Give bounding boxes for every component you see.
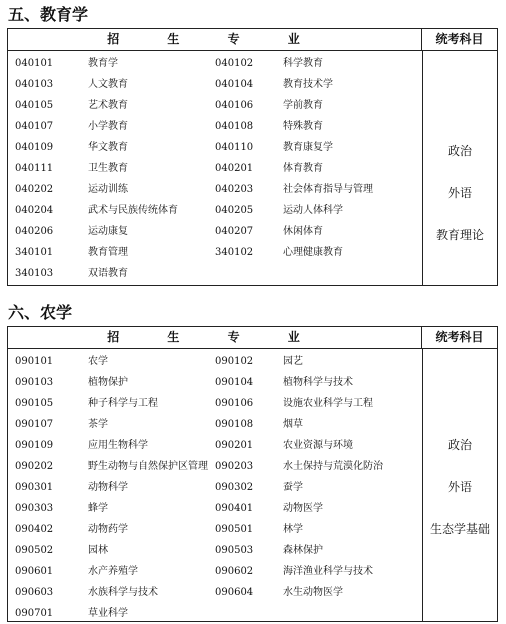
- table-row: [8, 582, 422, 603]
- major-name: 心理健康教育: [283, 247, 343, 258]
- exam-subjects: [423, 349, 497, 621]
- table-header: [8, 29, 497, 51]
- subject-education-theory: 教育理论: [435, 228, 484, 242]
- major-code: 090102: [215, 356, 254, 367]
- major-code: 090202: [15, 461, 54, 472]
- table-row: [8, 200, 422, 221]
- major-name: 茶学: [88, 419, 108, 430]
- table-row: [8, 540, 422, 561]
- major-code: 090104: [215, 377, 254, 388]
- major-code: 040111: [15, 163, 54, 174]
- table-row: [8, 561, 422, 582]
- major-code: 090103: [15, 377, 54, 388]
- table-row: [8, 372, 422, 393]
- major-name: 种子科学与工程: [88, 398, 158, 409]
- major-name: 应用生物科学: [88, 440, 148, 451]
- major-rows: [8, 53, 422, 284]
- major-name: 休闲体育: [283, 226, 323, 237]
- major-code: 090604: [215, 587, 254, 598]
- major-code: 040206: [15, 226, 54, 237]
- major-code: 040201: [215, 163, 254, 174]
- major-code: 340101: [15, 247, 54, 258]
- table-row: [8, 158, 422, 179]
- major-name: 水族科学与技术: [88, 587, 158, 598]
- major-code: 040104: [215, 79, 254, 90]
- major-name: 教育学: [88, 58, 118, 69]
- major-name: 设施农业科学与工程: [283, 398, 373, 409]
- table-row: [8, 74, 422, 95]
- major-code: 040204: [15, 205, 54, 216]
- major-code: 040108: [215, 121, 254, 132]
- major-code: 090503: [215, 545, 254, 556]
- major-code: 040106: [215, 100, 254, 111]
- major-code: 090502: [15, 545, 54, 556]
- major-name: 农学: [88, 356, 108, 367]
- major-name: 农业资源与环境: [283, 440, 353, 451]
- major-code: 090601: [15, 566, 54, 577]
- major-code: 090201: [215, 440, 254, 451]
- major-code: 040103: [15, 79, 54, 90]
- major-code: 040105: [15, 100, 54, 111]
- major-name: 动物药学: [88, 524, 128, 535]
- major-name: 林学: [283, 524, 303, 535]
- table-row: [8, 435, 422, 456]
- major-name: 教育技术学: [283, 79, 333, 90]
- major-name: 野生动物与自然保护区管理: [88, 461, 208, 472]
- major-name: 体育教育: [283, 163, 323, 174]
- exam-subjects: [423, 51, 497, 285]
- major-code: 040205: [215, 205, 254, 216]
- major-name: 水土保持与荒漠化防治: [283, 461, 383, 472]
- section-title: 五、教育学: [8, 5, 89, 24]
- table-row: [8, 603, 422, 624]
- major-name: 水生动物医学: [283, 587, 343, 598]
- major-code: 090603: [15, 587, 54, 598]
- table-row: [8, 221, 422, 242]
- major-code: 090107: [15, 419, 54, 430]
- major-code: 090501: [215, 524, 254, 535]
- subject-foreign-language: 外语: [447, 186, 472, 200]
- major-name: 运动康复: [88, 226, 128, 237]
- table-row: [8, 179, 422, 200]
- major-code: 090203: [215, 461, 254, 472]
- major-name: 动物科学: [88, 482, 128, 493]
- major-name: 海洋渔业科学与技术: [283, 566, 373, 577]
- major-name: 特殊教育: [283, 121, 323, 132]
- major-code: 090401: [215, 503, 254, 514]
- major-code: 090109: [15, 440, 54, 451]
- major-code: 040101: [15, 58, 54, 69]
- major-name: 植物科学与技术: [283, 377, 353, 388]
- major-name: 园林: [88, 545, 108, 556]
- major-name: 烟草: [283, 419, 303, 430]
- subject-foreign-language: 外语: [447, 480, 472, 494]
- major-name: 艺术教育: [88, 100, 128, 111]
- table-row: [8, 393, 422, 414]
- table-row: [8, 414, 422, 435]
- major-code: 090108: [215, 419, 254, 430]
- major-code: 040202: [15, 184, 54, 195]
- table-row: [8, 519, 422, 540]
- table-row: [8, 351, 422, 372]
- major-name: 蜂学: [88, 503, 108, 514]
- major-name: 园艺: [283, 356, 303, 367]
- major-name: 教育康复学: [283, 142, 333, 153]
- table-row: [8, 53, 422, 74]
- agriculture-table: [7, 326, 498, 622]
- major-name: 卫生教育: [88, 163, 128, 174]
- major-code: 340103: [15, 268, 54, 279]
- major-rows: [8, 351, 422, 624]
- major-code: 340102: [215, 247, 254, 258]
- major-name: 水产养殖学: [88, 566, 138, 577]
- major-code: 090402: [15, 524, 54, 535]
- major-name: 武术与民族传统体育: [88, 205, 178, 216]
- major-name: 人文教育: [88, 79, 128, 90]
- major-code: 040207: [215, 226, 254, 237]
- subject-politics: 政治: [447, 144, 472, 158]
- major-code: 040102: [215, 58, 254, 69]
- major-code: 090106: [215, 398, 254, 409]
- major-code: 090602: [215, 566, 254, 577]
- education-table: [7, 28, 498, 286]
- table-row: [8, 263, 422, 284]
- major-name: 蚕学: [283, 482, 303, 493]
- major-name: 动物医学: [283, 503, 323, 514]
- major-code: 040109: [15, 142, 54, 153]
- major-code: 090701: [15, 608, 54, 619]
- major-name: 社会体育指导与管理: [283, 184, 373, 195]
- table-row: [8, 137, 422, 158]
- major-name: 运动训练: [88, 184, 128, 195]
- major-name: 运动人体科学: [283, 205, 343, 216]
- header-major: 招 生 专 业: [8, 327, 422, 348]
- table-row: [8, 477, 422, 498]
- major-code: 040110: [215, 142, 254, 153]
- table-row: [8, 242, 422, 263]
- major-name: 植物保护: [88, 377, 128, 388]
- major-code: 090303: [15, 503, 54, 514]
- major-name: 华文教育: [88, 142, 128, 153]
- header-subjects: 统考科目: [435, 330, 484, 344]
- header-subjects: 统考科目: [435, 32, 484, 46]
- major-name: 草业科学: [88, 608, 128, 619]
- major-code: 040107: [15, 121, 54, 132]
- major-code: 090301: [15, 482, 54, 493]
- major-name: 学前教育: [283, 100, 323, 111]
- major-name: 森林保护: [283, 545, 323, 556]
- table-row: [8, 456, 422, 477]
- section-title: 六、农学: [8, 303, 73, 322]
- subject-ecology-basics: 生态学基础: [429, 522, 490, 536]
- major-name: 科学教育: [283, 58, 323, 69]
- table-row: [8, 498, 422, 519]
- table-header: [8, 327, 497, 349]
- major-code: 040203: [215, 184, 254, 195]
- major-name: 教育管理: [88, 247, 128, 258]
- major-code: 090105: [15, 398, 54, 409]
- subject-politics: 政治: [447, 438, 472, 452]
- major-code: 090302: [215, 482, 254, 493]
- table-row: [8, 95, 422, 116]
- header-major: 招 生 专 业: [8, 29, 422, 50]
- major-code: 090101: [15, 356, 54, 367]
- major-name: 小学教育: [88, 121, 128, 132]
- major-name: 双语教育: [88, 268, 128, 279]
- table-row: [8, 116, 422, 137]
